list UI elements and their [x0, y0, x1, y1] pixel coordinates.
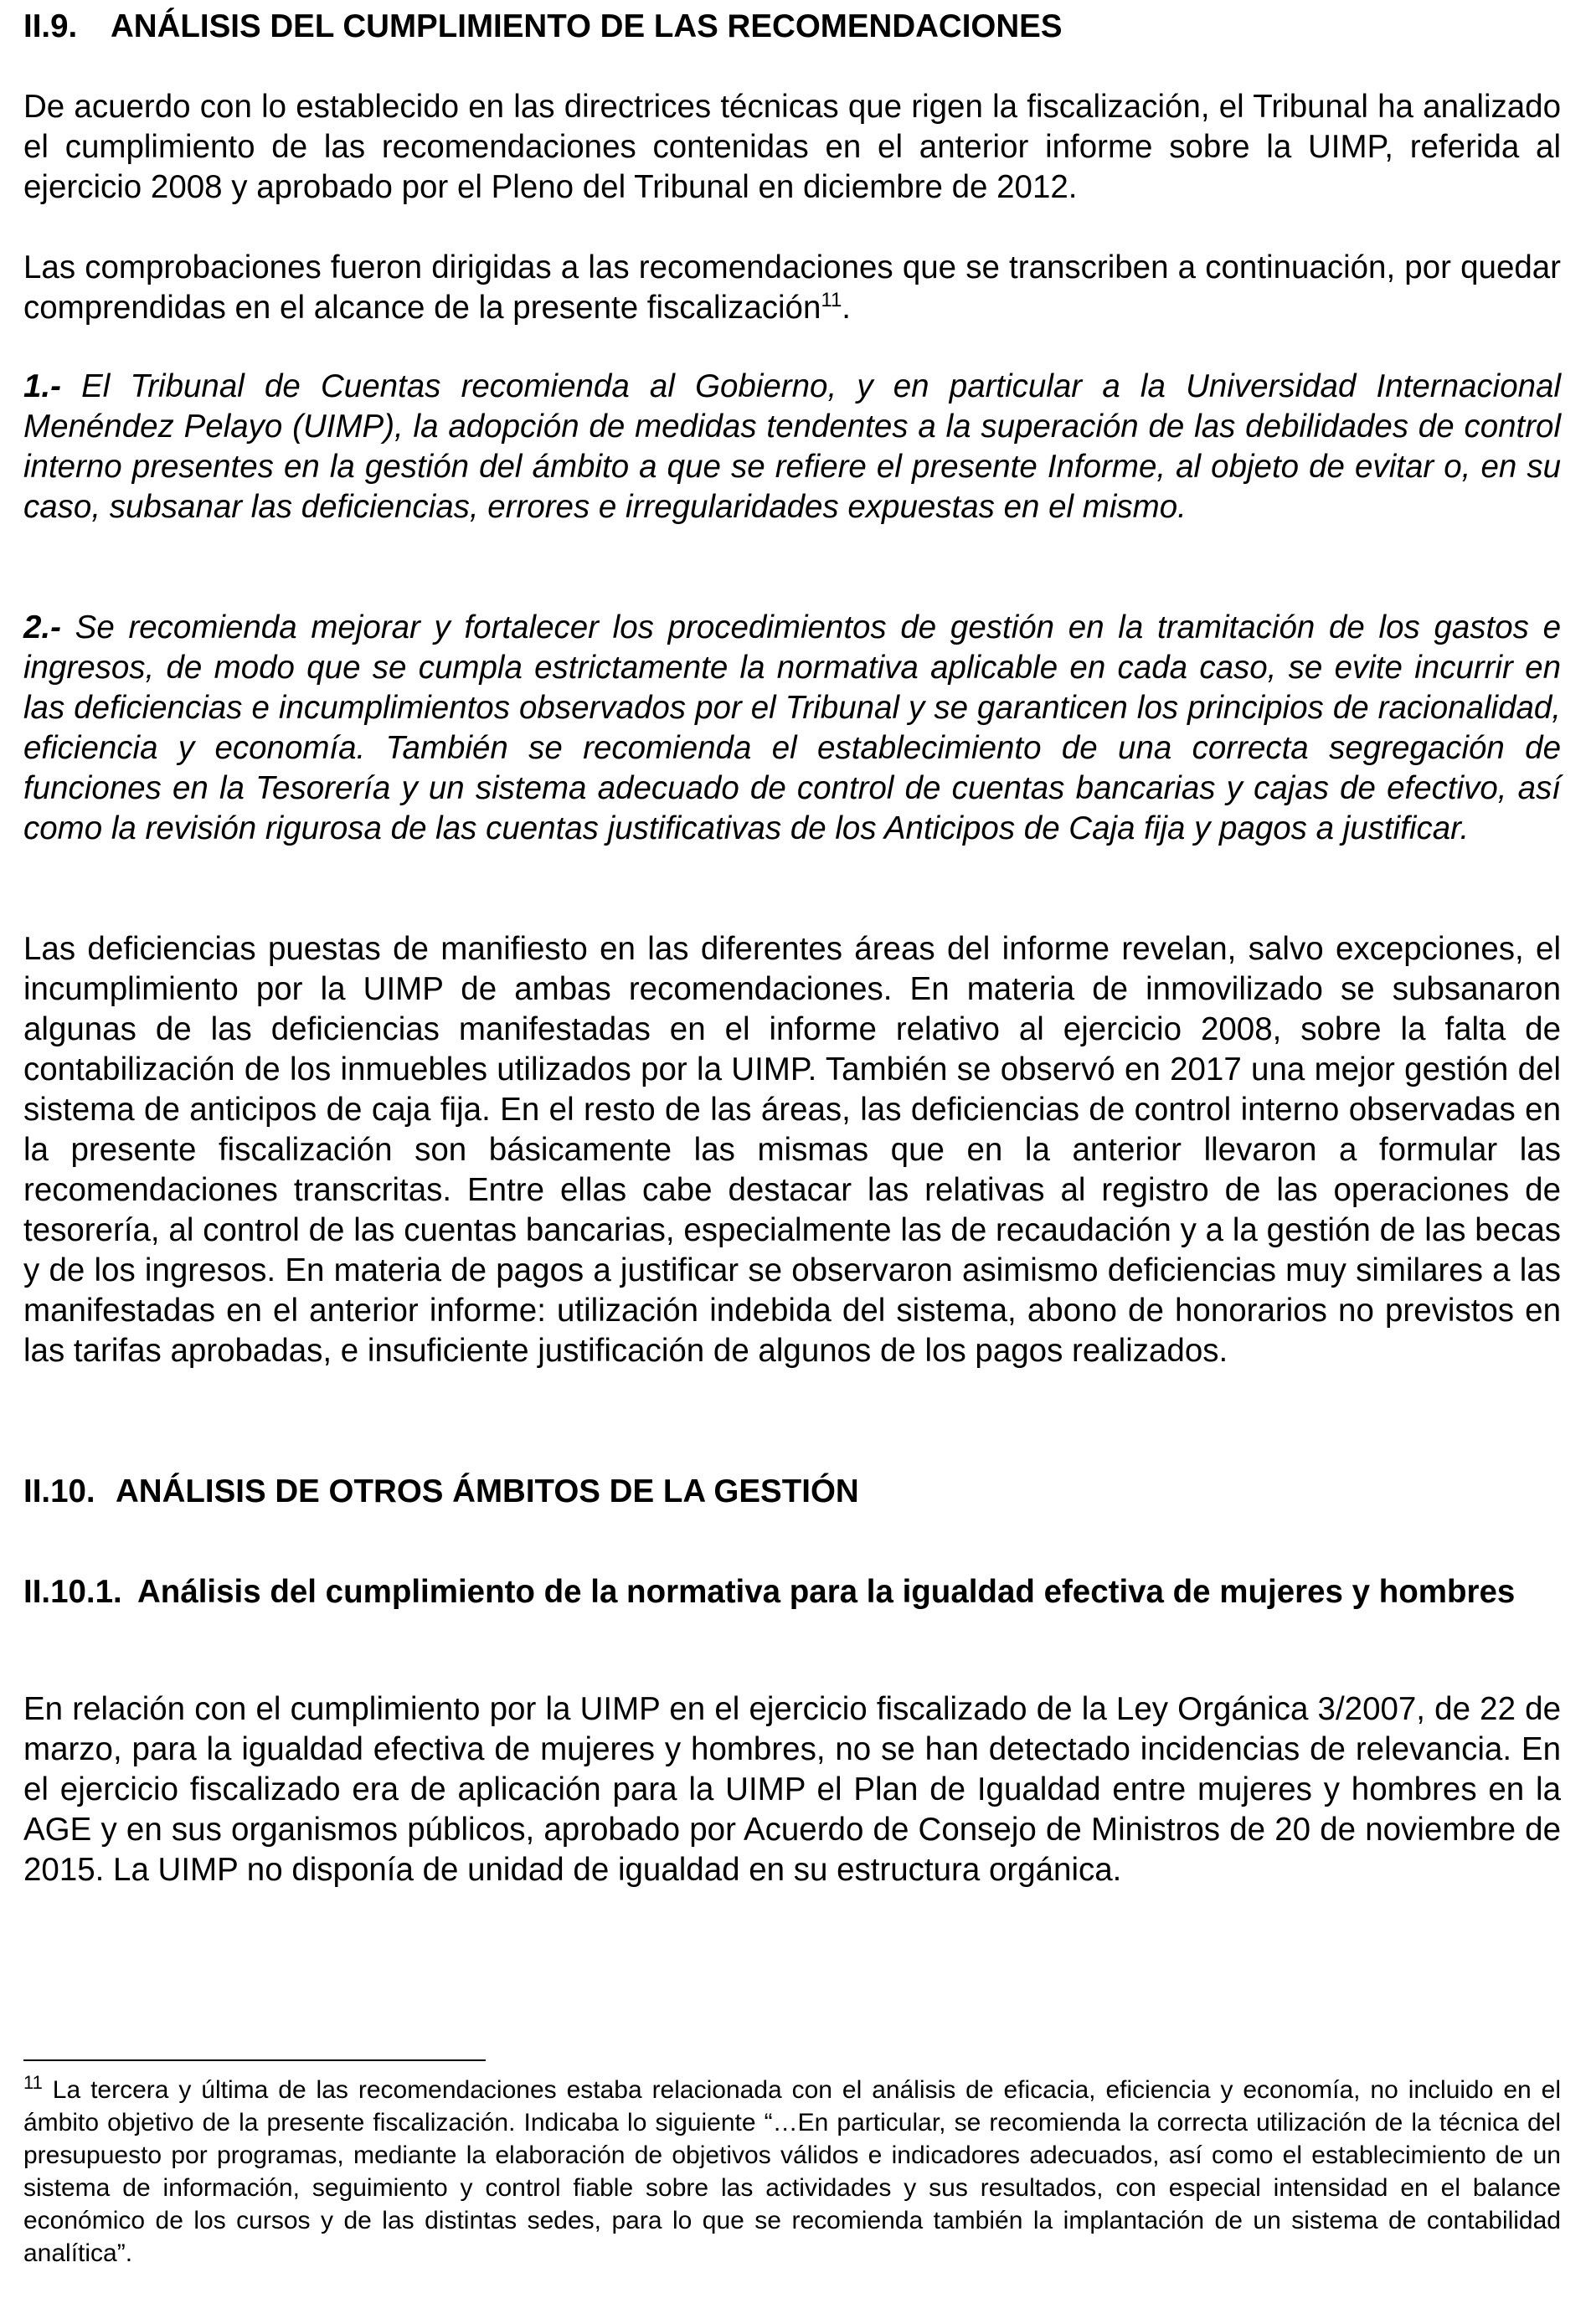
paragraph-scope-text: Las comprobaciones fueron dirigidas a las recomendaciones que se transcriben a continuación, por quedar comprendidas en el alcance de la presente fiscalización — [23, 249, 1561, 326]
section-heading-ii101 — [23, 1572, 1561, 1612]
recommendation-1-text: El Tribunal de Cuentas recomienda al Gobierno, y en particular a la Universidad Internacional Menéndez Pelayo (UIMP), la adopción de medidas tendentes a la superación de las debilidades de control interno presentes en la gestión del ámbito a que se refiere el presente Informe, al objeto de evitar o, en su caso, subsanar las deficiencias, errores e irregularidades expuestas en el mismo. — [23, 368, 1561, 525]
paragraph-scope — [23, 248, 1561, 328]
paragraph-scope-end: . — [842, 290, 851, 326]
recommendation-2 — [23, 608, 1561, 849]
subsection-title: Análisis del cumplimiento de la normativa para la igualdad efectiva de mujeres y hombres — [137, 1574, 1516, 1610]
section-number: II.9. — [23, 8, 78, 44]
paragraph-compliance-analysis: Las deficiencias puestas de manifiesto en las diferentes áreas del informe revelan, salvo excepciones, el incumplimiento por la UIMP de ambas recomendaciones. En materia de inmovilizado se subsanaron algunas de las deficiencias manifestadas en el informe relativo al ejercicio 2008, sobre la falta de contabilización de los inmuebles utilizados por la UIMP. También se observó en 2017 una mejor gestión del sistema de anticipos de caja fija. En el resto de las áreas, las deficiencias de control interno observadas en la presente fiscalización son básicamente las mismas que en la anterior llevaron a formular las recomendaciones transcritas. Entre ellas cabe destacar las relativas al registro de las operaciones de tesorería, al control de las cuentas bancarias, especialmente las de recaudación y a la gestión de las becas y de los ingresos. En materia de pagos a justificar se observaron asimismo deficiencias muy similares a las manifestadas en el anterior informe: utilización indebida del sistema, abono de honorarios no previstos en las tarifas aprobadas, e insuficiente justificación de algunos de los pagos realizados. — [23, 931, 1561, 1369]
recommendation-1 — [23, 367, 1561, 527]
section-title: ANÁLISIS DE OTROS ÁMBITOS DE LA GESTIÓN — [116, 1473, 859, 1509]
recommendation-2-number: 2.- — [23, 609, 61, 645]
footnote-number: 11 — [23, 2072, 43, 2093]
footnote-reference[interactable]: 11 — [821, 289, 842, 312]
paragraph-intro: De acuerdo con lo establecido en las directrices técnicas que rigen la fiscalización, el Tribunal ha analizado el cumplimiento de las recomendaciones contenidas en el anterior informe sobre la UIMP, referida al ejercicio 2008 y aprobado por el Pleno del Tribunal en diciembre de 2012. — [23, 89, 1561, 205]
section-heading-ii9 — [23, 7, 1063, 47]
subsection-number: II.10.1. — [23, 1574, 122, 1610]
footnote-text: La tercera y última de las recomendaciones estaba relacionada con el análisis de eficacia, eficiencia y economía, no incluido en el ámbito objetivo de la presente fiscalización. Indicaba lo siguiente “…En particular, se recomienda la correcta utilización de la técnica del presupuesto por programas, mediante la elaboración de objetivos válidos e indicadores adecuados, así como el establecimiento de un sistema de información, seguimiento y control fiable sobre las actividades y sus resultados, con especial intensidad en el balance económico de los cursos y de las distintas sedes, para lo que se recomienda también la implantación de un sistema de contabilidad analítica”. — [23, 2076, 1561, 2267]
section-heading-ii10 — [23, 1472, 859, 1512]
paragraph-equality: En relación con el cumplimiento por la UIMP en el ejercicio fiscalizado de la Ley Orgánica 3/2007, de 22 de marzo, para la igualdad efectiva de mujeres y hombres, no se han detectado incidencias de relevancia. En el ejercicio fiscalizado era de aplicación para la UIMP el Plan de Igualdad entre mujeres y hombres en la AGE y en sus organismos públicos, aprobado por Acuerdo de Consejo de Ministros de 20 de noviembre de 2015. La UIMP no disponía de unidad de igualdad en su estructura orgánica. — [23, 1691, 1561, 1888]
footnote-11 — [23, 2074, 1561, 2270]
recommendation-2-text: Se recomienda mejorar y fortalecer los procedimientos de gestión en la tramitación de los gastos e ingresos, de modo que se cumpla estrictamente la normativa aplicable en cada caso, se evite incurrir en las deficiencias e incumplimientos observados por el Tribunal y se garanticen los principios de racionalidad, eficiencia y economía. También se recomienda el establecimiento de una correcta segregación de funciones en la Tesorería y un sistema adecuado de control de cuentas bancarias y cajas de efectivo, así como la revisión rigurosa de las cuentas justificativas de los Anticipos de Caja fija y pagos a justificar. — [23, 609, 1561, 846]
recommendation-1-number: 1.- — [23, 368, 61, 404]
section-number: II.10. — [23, 1473, 95, 1509]
section-title: ANÁLISIS DEL CUMPLIMIENTO DE LAS RECOMENDACIONES — [111, 8, 1063, 44]
footnote-separator — [23, 2059, 486, 2061]
